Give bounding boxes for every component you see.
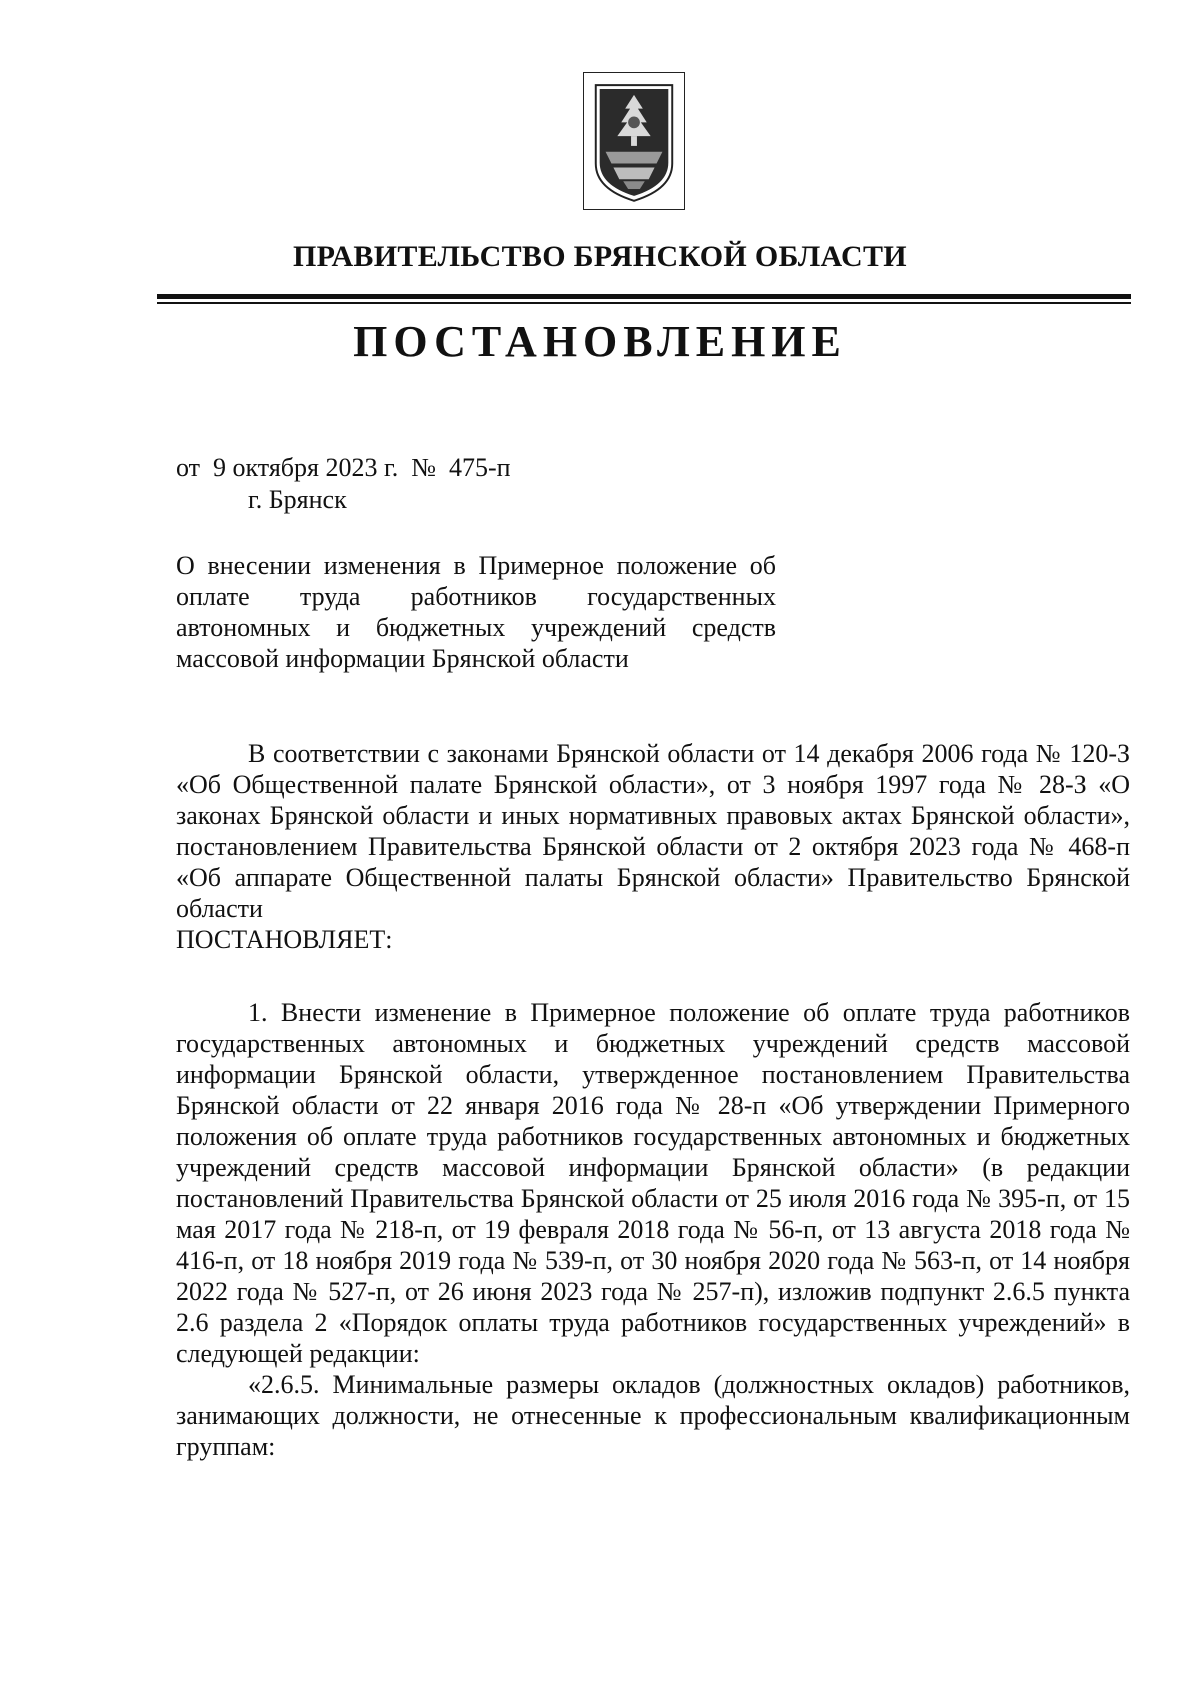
quoted-subitem-2-6-5: «2.6.5. Минимальные размеры окладов (должностных окладов) работников, занимающих должности, не отнесенные к профессиональным квалификационным группам: <box>176 1370 1130 1461</box>
document-type-title: ПОСТАНОВЛЕНИЕ <box>353 317 847 366</box>
document-subject: О внесении изменения в Примерное положение об оплате труда работников государственных автономных и бюджетных учреждений средств массовой информации Брянской области <box>176 551 776 673</box>
item-1 <box>176 997 1130 1462</box>
header-rule-thin <box>157 302 1131 304</box>
preamble-text: В соответствии с законами Брянской области от 14 декабря 2006 года № 120-З «Об Общественной палате Брянской области», от 3 ноября 1997 года № 28-З «О законах Брянской области и иных нормативных правовых актах Брянской области», постановлением Правительства Брянской области от 2 октября 2023 года № 468-п «Об аппарате Общественной палаты Брянской области» Правительство Брянской области <box>176 739 1130 923</box>
date-number-line: от 9 октября 2023 г. № 475-п <box>176 453 511 482</box>
preamble <box>176 738 1130 955</box>
coat-of-arms-icon <box>583 72 685 210</box>
organization-title: ПРАВИТЕЛЬСТВО БРЯНСКОЙ ОБЛАСТИ <box>293 240 907 273</box>
header-rule-thick <box>157 294 1131 299</box>
city-line: г. Брянск <box>248 485 347 514</box>
resolves-word: ПОСТАНОВЛЯЕТ: <box>176 925 393 954</box>
item-1-text: 1. Внести изменение в Примерное положение об оплате труда работников государственных автономных и бюджетных учреждений средств массовой информации Брянской области, утвержденное постановлением Правительства Брянской области от 22 января 2016 года № 28-п «Об утверждении Примерного положения об оплате труда работников государственных автономных и бюджетных учреждений средств массовой информации Брянской области» (в редакции постановлений Правительства Брянской области от 25 июля 2016 года № 395-п, от 15 мая 2017 года № 218-п, от 19 февраля 2018 года № 56-п, от 13 августа 2018 года № 416-п, от 18 ноября 2019 года № 539-п, от 30 ноября 2020 года № 563-п, от 14 ноября 2022 года № 527-п, от 26 июня 2023 года № 257-п), изложив подпункт 2.6.5 пункта 2.6 раздела 2 «Порядок оплаты труда работников государственных учреждений» в следующей редакции: <box>176 998 1130 1368</box>
